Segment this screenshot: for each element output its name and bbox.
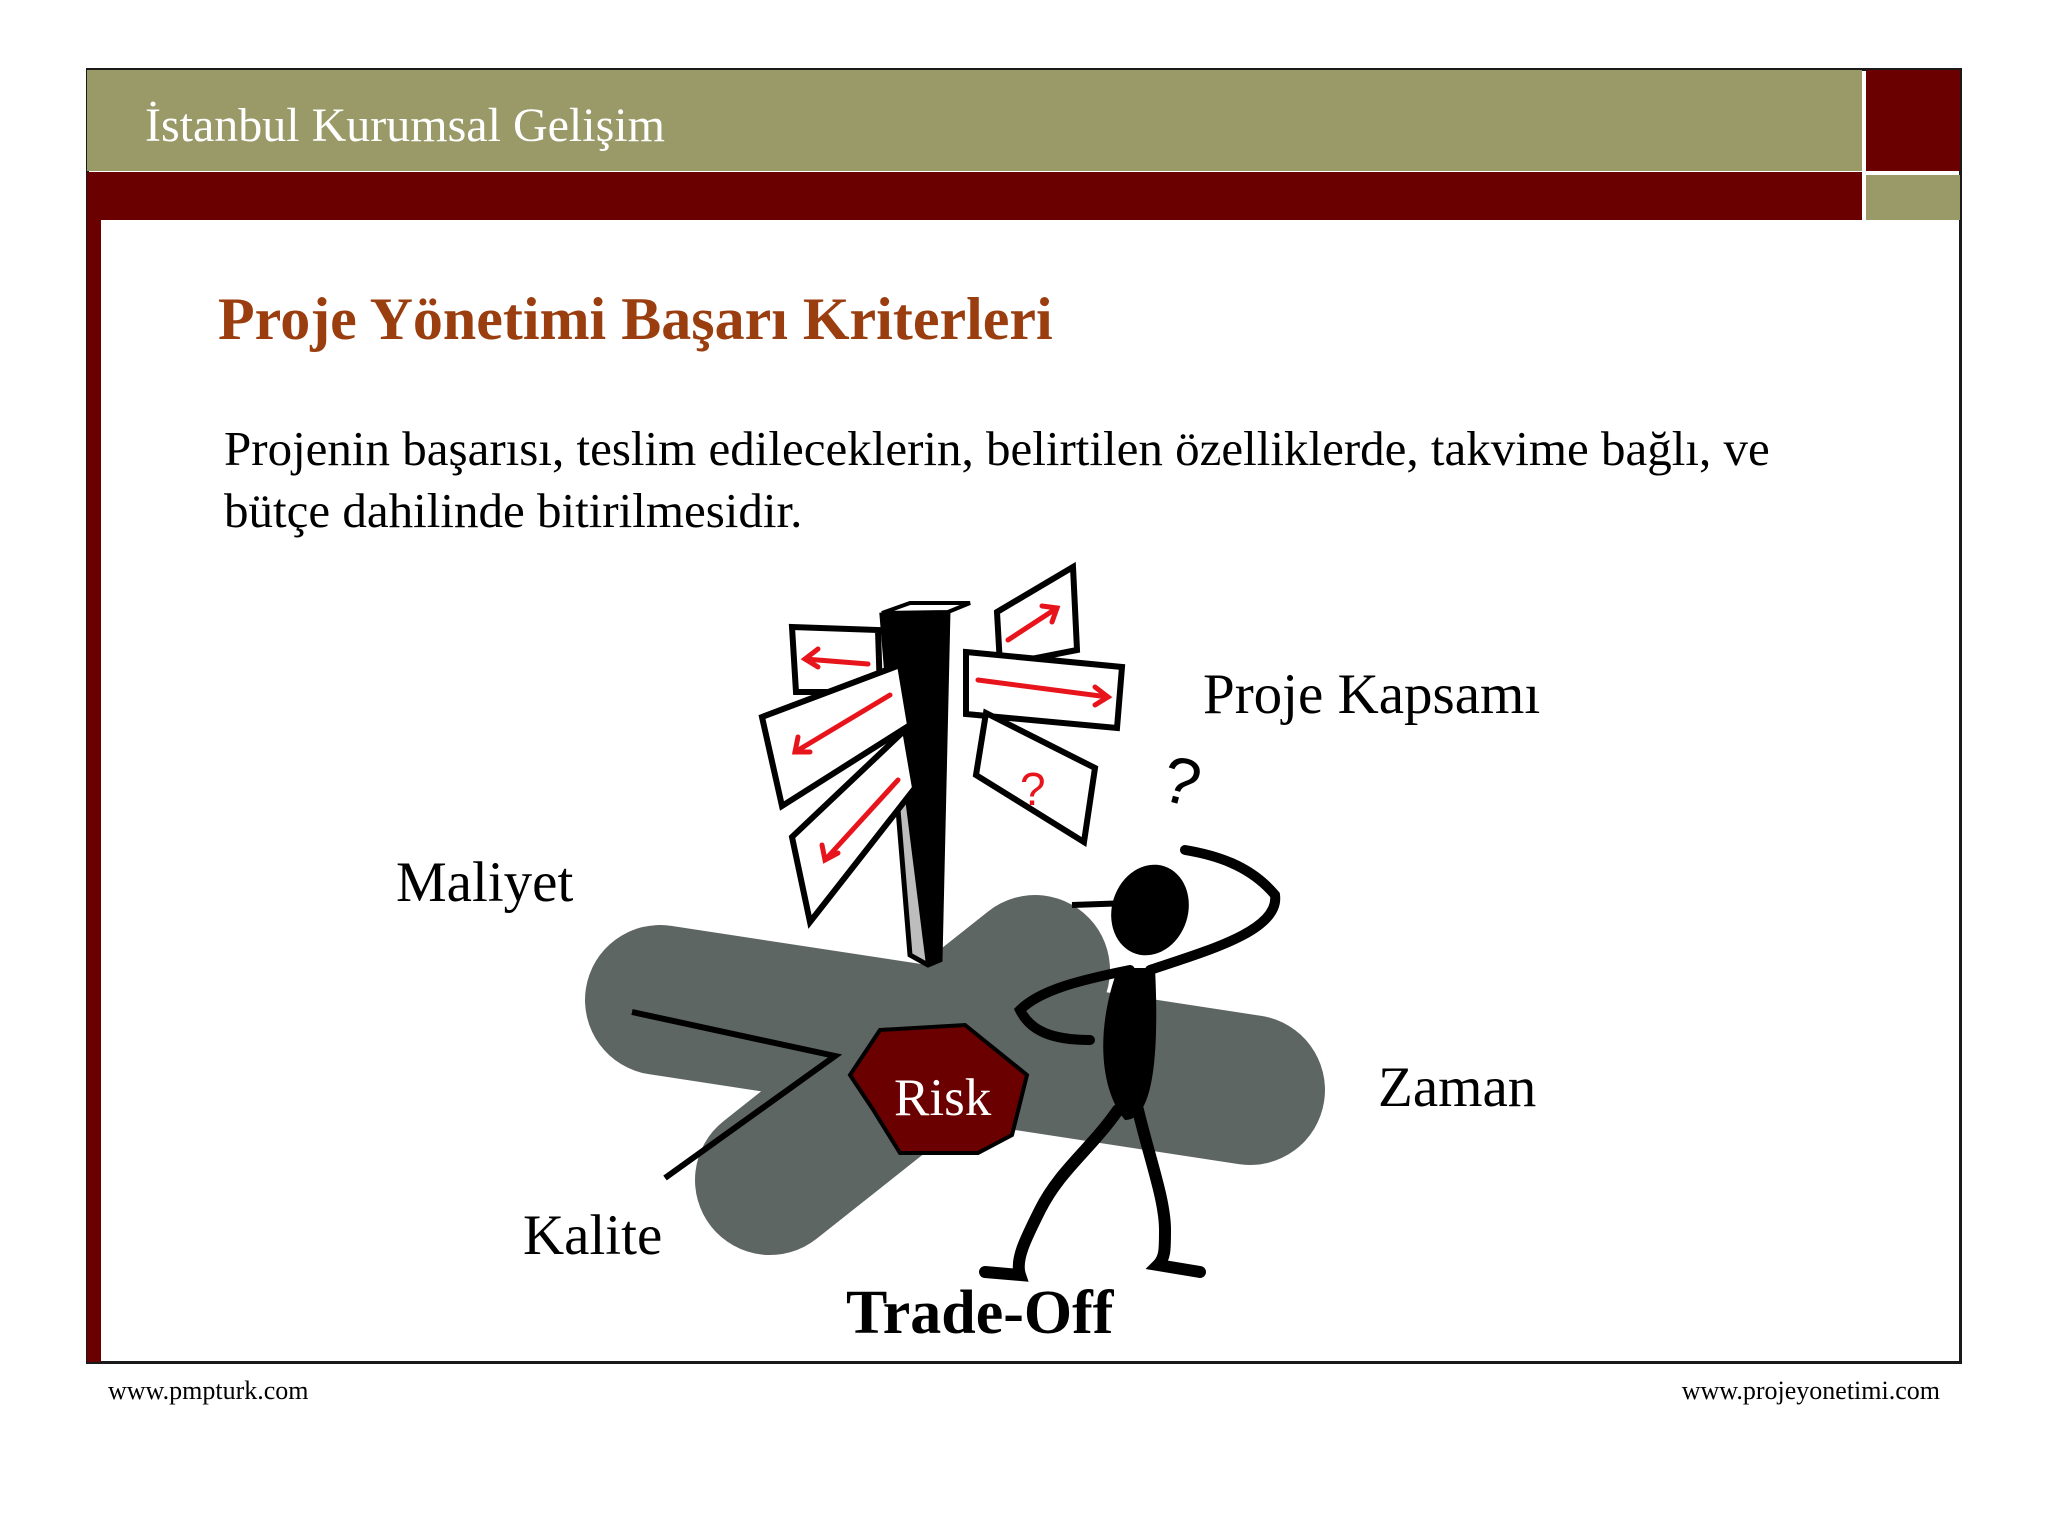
header-maroon-square	[1866, 70, 1960, 171]
label-risk: Risk	[894, 1069, 992, 1127]
sign-question-mark: ?	[1020, 763, 1046, 815]
header-olive-square	[1866, 175, 1960, 220]
thinking-stick-figure-icon	[985, 740, 1275, 1275]
footer-right-url: www.projeyonetimi.com	[1681, 1376, 1940, 1405]
label-maliyet: Maliyet	[396, 851, 574, 914]
label-proje-kapsami: Proje Kapsamı	[1203, 663, 1541, 726]
slide-body-text: Projenin başarısı, teslim edileceklerin, belirtilen özelliklerde, takvime bağlı, ve bütçe dahilinde bitirilmesidir.	[224, 421, 1770, 538]
footer-left-url: www.pmpturk.com	[108, 1376, 309, 1405]
label-zaman: Zaman	[1378, 1056, 1537, 1119]
slide-title: Proje Yönetimi Başarı Kriterleri	[218, 286, 1053, 352]
thought-question-mark: ?	[1153, 740, 1209, 822]
header-maroon-band	[87, 172, 1862, 220]
label-kalite: Kalite	[523, 1204, 663, 1267]
label-trade-off: Trade-Off	[846, 1279, 1114, 1347]
left-maroon-bar	[87, 220, 101, 1362]
org-title: İstanbul Kurumsal Gelişim	[145, 99, 665, 152]
